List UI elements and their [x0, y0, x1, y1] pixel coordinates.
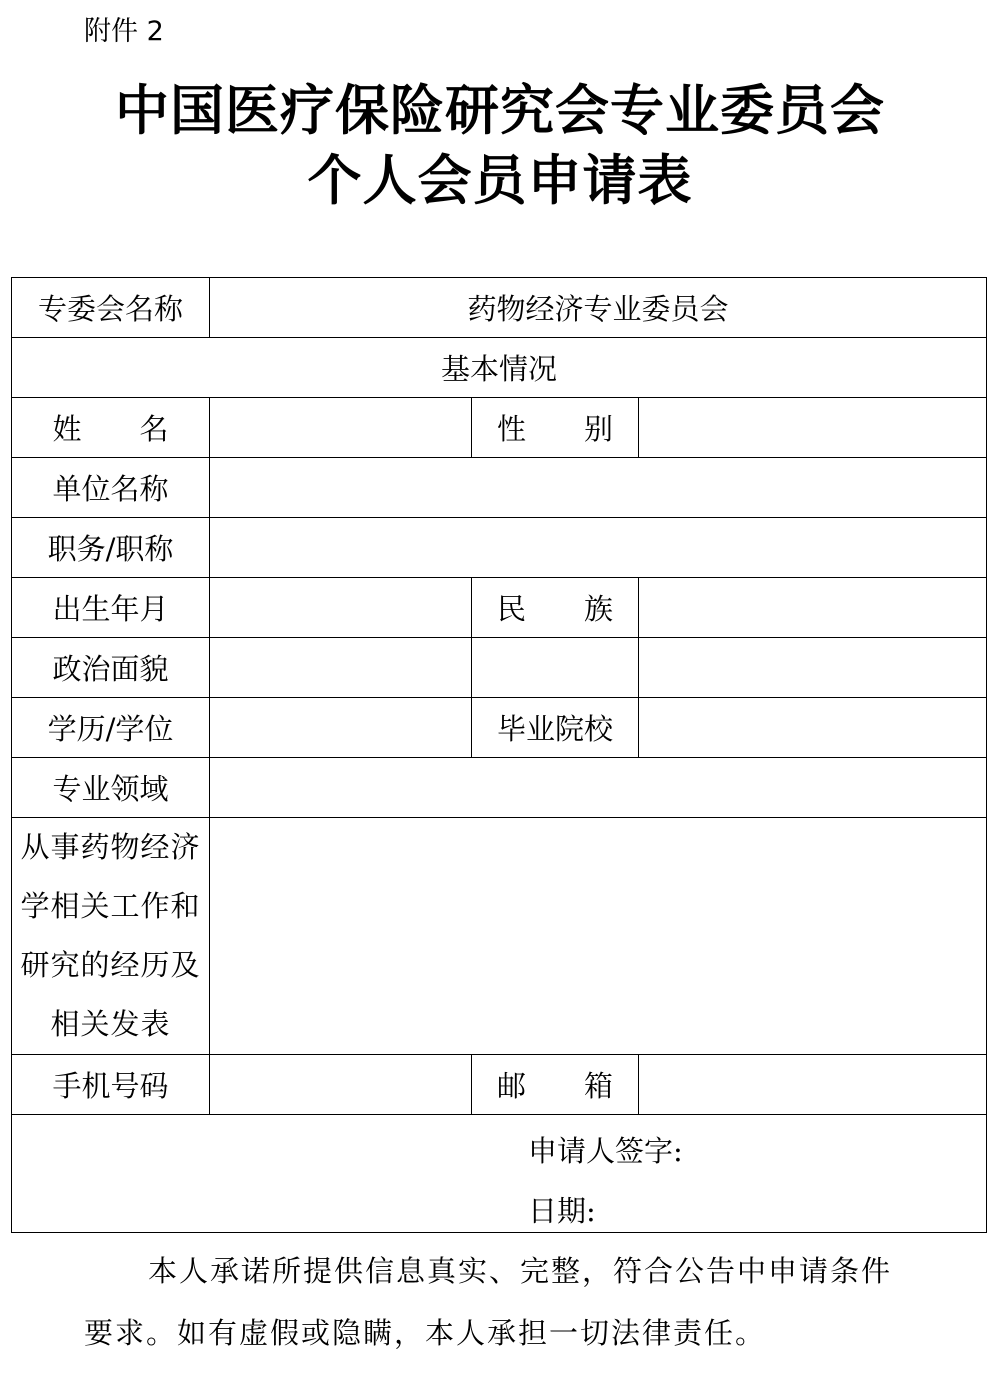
attachment-label: 附件 2 [84, 16, 164, 47]
committee-value: 药物经济专业委员会 [210, 278, 987, 338]
ethnicity-field[interactable] [639, 578, 987, 638]
name-gender-row [12, 398, 987, 458]
political-status-label: 政治面貌 [12, 638, 210, 698]
specialty-field[interactable] [210, 758, 987, 818]
experience-row [12, 818, 987, 1055]
basic-info-row [12, 338, 987, 398]
experience-label [12, 818, 210, 1055]
gender-label: 性 别 [472, 398, 639, 458]
specialty-row [12, 758, 987, 818]
phone-label: 手机号码 [12, 1055, 210, 1115]
phone-email-row [12, 1055, 987, 1115]
name-field[interactable] [210, 398, 472, 458]
political-status-extra-value-field[interactable] [639, 638, 987, 698]
education-label: 学历/学位 [12, 698, 210, 758]
birth-ethnicity-row [12, 578, 987, 638]
name-label: 姓 名 [12, 398, 210, 458]
birth-label: 出生年月 [12, 578, 210, 638]
email-field[interactable] [639, 1055, 987, 1115]
promise-line2: 要求。如有虚假或隐瞒，本人承担一切法律责任。 [84, 1316, 767, 1350]
school-label: 毕业院校 [472, 698, 639, 758]
political-status-field[interactable] [210, 638, 472, 698]
position-row [12, 518, 987, 578]
signature-cell[interactable] [12, 1115, 987, 1233]
organization-field[interactable] [210, 458, 987, 518]
email-label: 邮 箱 [472, 1055, 639, 1115]
political-status-extra-field[interactable] [472, 638, 639, 698]
specialty-label: 专业领域 [12, 758, 210, 818]
committee-label: 专委会名称 [12, 278, 210, 338]
gender-field[interactable] [639, 398, 987, 458]
phone-field[interactable] [210, 1055, 472, 1115]
organization-label: 单位名称 [12, 458, 210, 518]
date-label: 日期: [528, 1194, 596, 1228]
experience-field[interactable] [210, 818, 987, 1055]
experience-label-line: 研究的经历及 [20, 948, 201, 982]
education-school-row [12, 698, 987, 758]
position-field[interactable] [210, 518, 987, 578]
organization-row [12, 458, 987, 518]
experience-label-line: 学相关工作和 [20, 889, 201, 923]
form-title-line1: 中国医疗保险研究会专业委员会 [115, 78, 885, 142]
experience-label-line: 从事药物经济 [20, 830, 201, 864]
birth-field[interactable] [210, 578, 472, 638]
education-field[interactable] [210, 698, 472, 758]
application-form-table [11, 277, 987, 1233]
political-status-row [12, 638, 987, 698]
form-title-line2: 个人会员申请表 [307, 148, 693, 212]
signature-label: 申请人签字: [528, 1134, 683, 1168]
committee-row [12, 278, 987, 338]
basic-info-header: 基本情况 [12, 338, 987, 398]
signature-row [12, 1115, 987, 1233]
position-label: 职务/职称 [12, 518, 210, 578]
school-field[interactable] [639, 698, 987, 758]
ethnicity-label: 民 族 [472, 578, 639, 638]
experience-label-line: 相关发表 [50, 1007, 171, 1041]
promise-line1: 本人承诺所提供信息真实、完整，符合公告中申请条件 [148, 1254, 893, 1288]
